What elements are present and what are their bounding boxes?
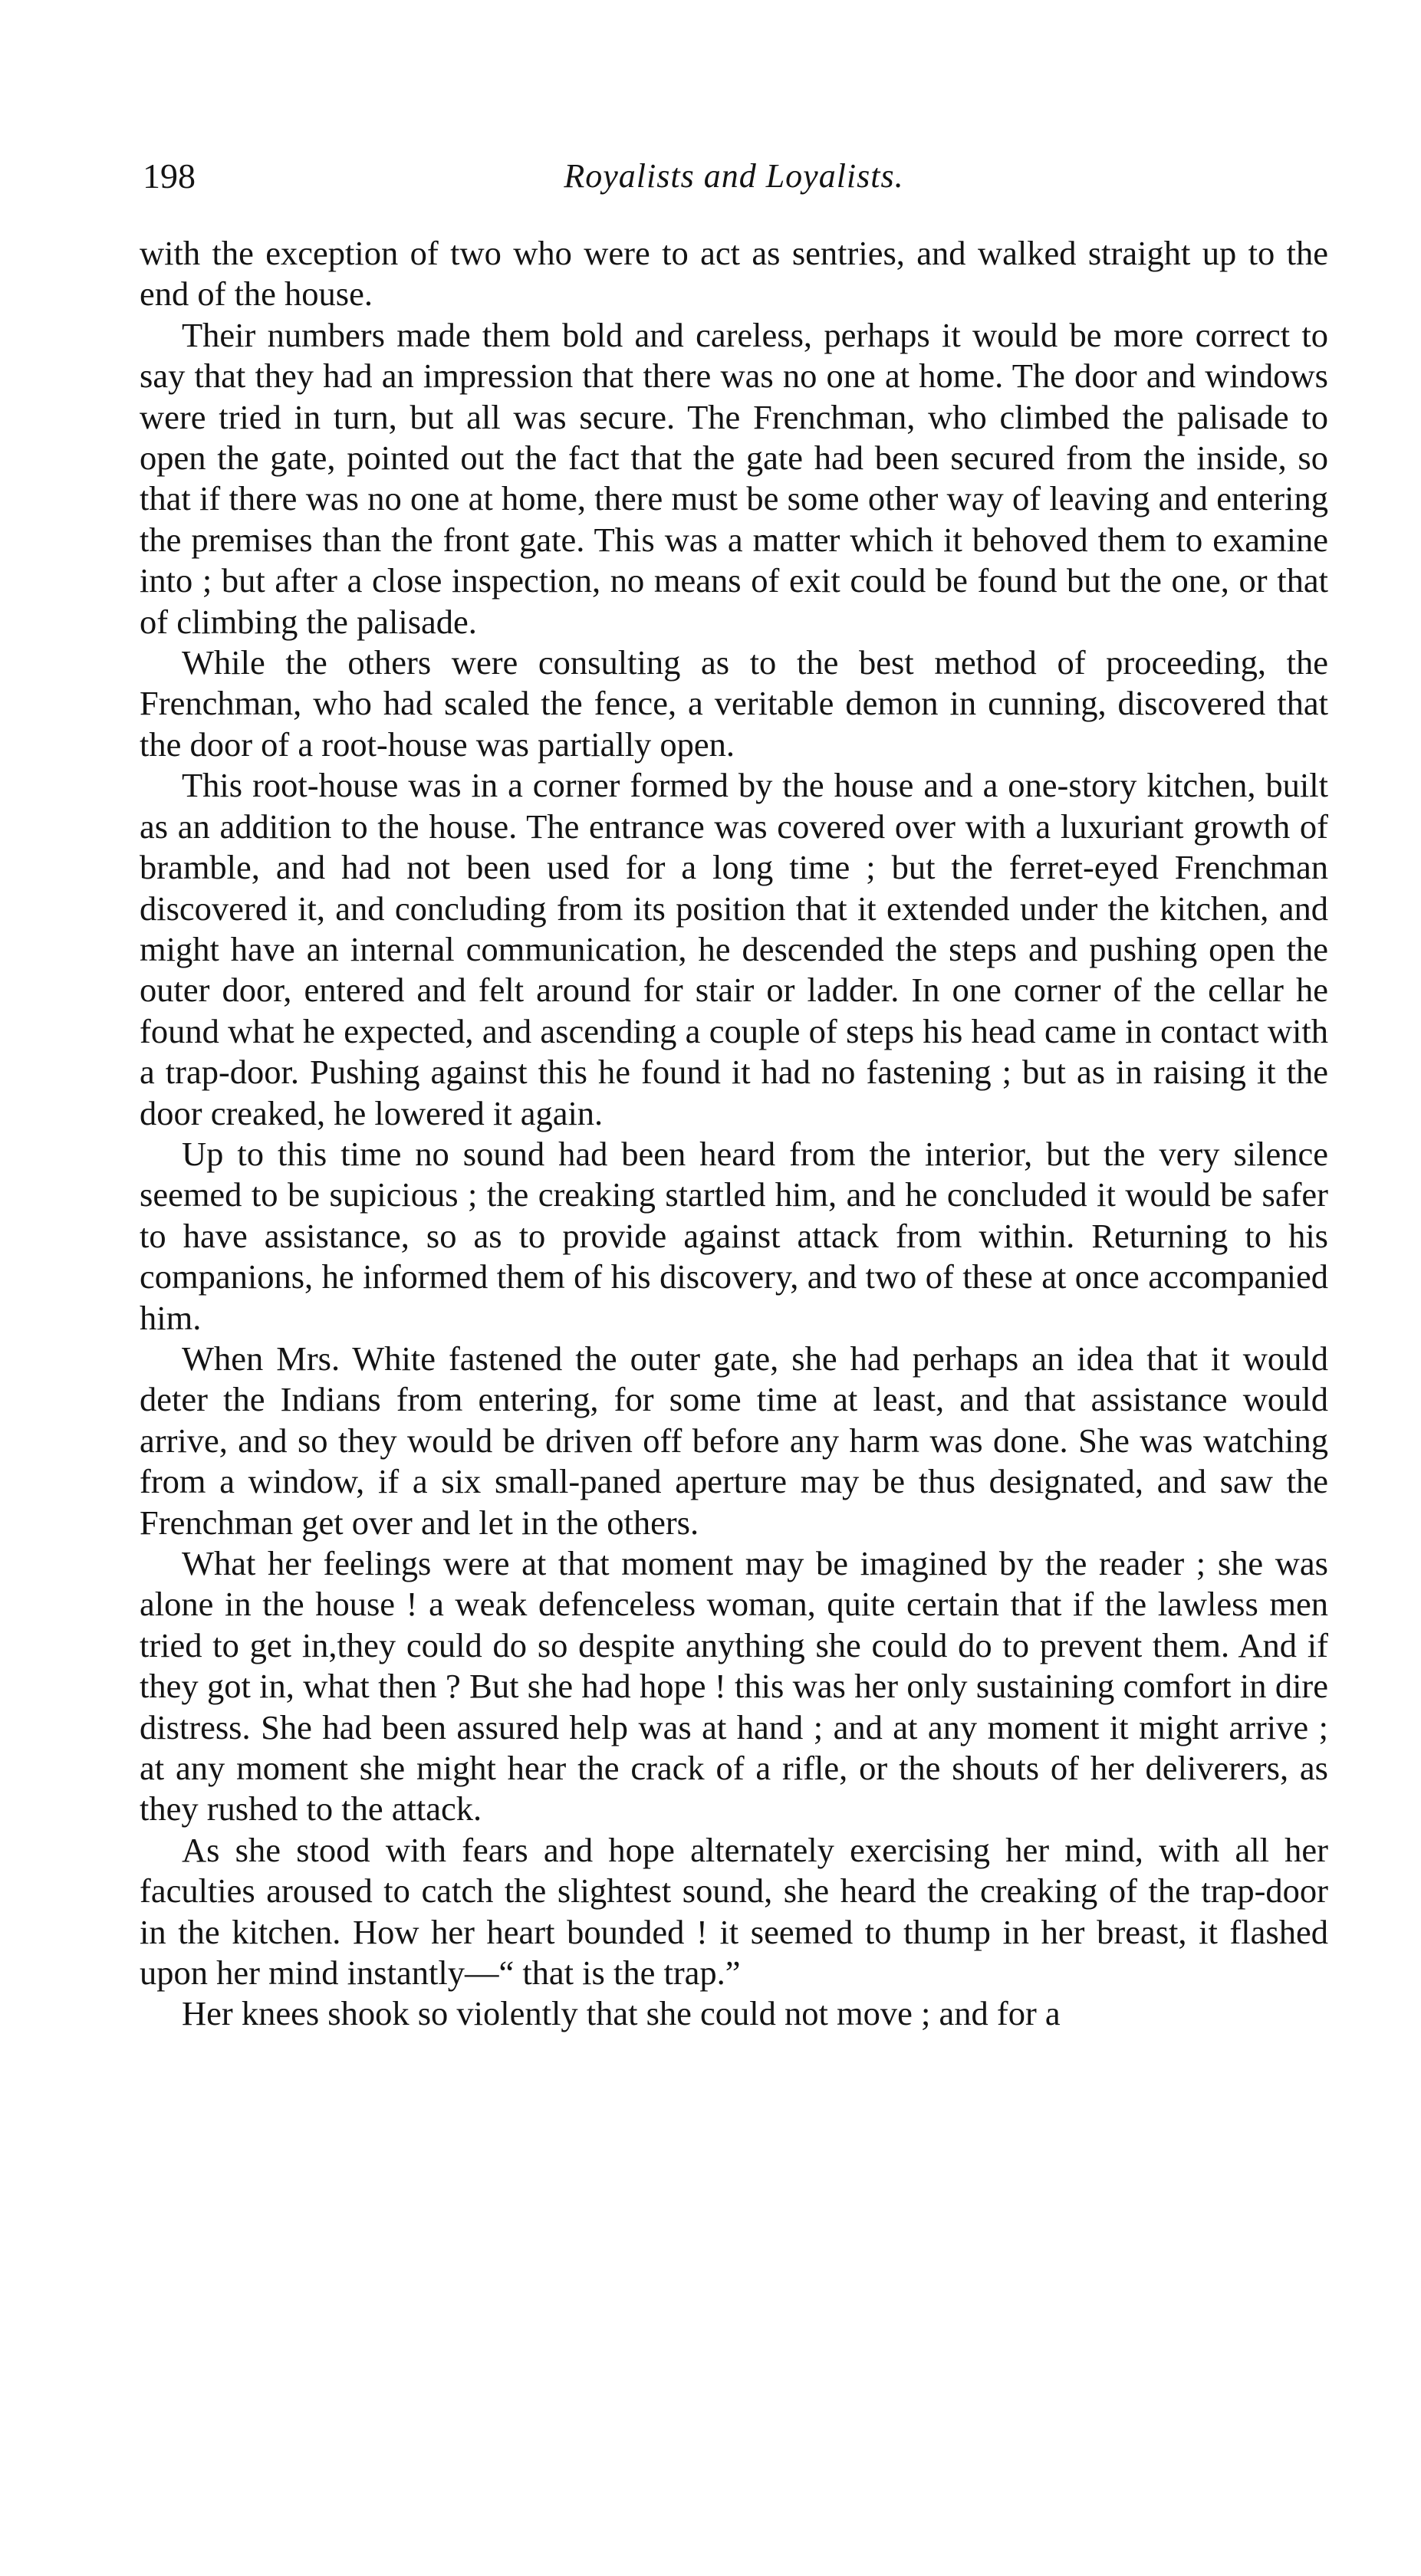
page-number: 198 bbox=[143, 156, 196, 196]
book-page bbox=[140, 153, 1328, 2035]
paragraph-8: As she stood with fears and hope alternately exercising her mind, with all her faculties aroused to catch the slightest sound, she heard the creaking of the trap-door in the kitchen. How her heart bounded ! it seemed to thump in her breast, it flashed upon her mind instantly—“ that is the trap.” bbox=[140, 1830, 1328, 1993]
paragraph-2: Their numbers made them bold and careless, perhaps it would be more correct to say that they had an impression that there was no one at home. The door and windows were tried in turn, but all was secure. The Frenchman, who climbed the palisade to open the gate, pointed out the fact that the gate had been secured from the inside, so that if there was no one at home, there must be some other way of leaving and entering the premises than the front gate. This was a matter which it behoved them to examine into ; but after a close inspection, no means of exit could be found but the one, or that of climbing the palisade. bbox=[140, 315, 1328, 641]
paragraph-3: While the others were consulting as to the best method of proceeding, the Frenchman, who had scaled the fence, a veritable demon in cunning, discovered that the door of a root-house was partially open. bbox=[140, 643, 1328, 764]
running-title: Royalists and Loyalists. bbox=[564, 157, 904, 195]
paragraph-5: Up to this time no sound had been heard from the interior, but the very silence seemed to be supicious ; the creaking startled him, and he concluded it would be safer to have assistance, so as to provide against attack from within. Returning to his companions, he informed them of his discovery, and two of these at once accompanied him. bbox=[140, 1134, 1328, 1337]
paragraph-9: Her knees shook so violently that she could not move ; and for a bbox=[182, 1994, 1061, 2033]
paragraph-7: What her feelings were at that moment may be imagined by the reader ; she was alone in the house ! a weak defenceless woman, quite certain that if the lawless men tried to get in,they could do so despite anything she could do to prevent them. And if they got in, what then ? But she had hope ! this was her only sustaining comfort in dire distress. She had been assured help was at hand ; and at any moment it might arrive ; at any moment she might hear the crack of a rifle, or the shouts of her deliverers, as they rushed to the attack. bbox=[140, 1544, 1328, 1829]
paragraph-4: This root-house was in a corner formed by the house and a one-story kitchen, built as an addition to the house. The entrance was covered over with a luxuriant growth of bramble, and had not been used for a long time ; but the ferret-eyed Frenchman discovered it, and concluding from its position that it extended under the kitchen, and might have an internal communication, he descended the steps and pushing open the outer door, entered and felt around for stair or ladder. In one corner of the cellar he found what he expected, and ascending a couple of steps his head came in contact with a trap-door. Pushing against this he found it had no fastening ; but as in raising it the door creaked, he lowered it again. bbox=[140, 766, 1328, 1132]
paragraph-6: When Mrs. White fastened the outer gate, she had perhaps an idea that it would deter the Indians from entering, for some time at least, and that assistance would arrive, and so they would be driven off before any harm was done. She was watching from a window, if a six small-paned aperture may be thus designated, and saw the Frenchman get over and let in the others. bbox=[140, 1339, 1328, 1542]
paragraph-1: with the exception of two who were to act as sentries, and walked straight up to the end of the house. bbox=[140, 234, 1328, 314]
page-header bbox=[140, 153, 1328, 215]
body-text bbox=[140, 233, 1328, 2035]
